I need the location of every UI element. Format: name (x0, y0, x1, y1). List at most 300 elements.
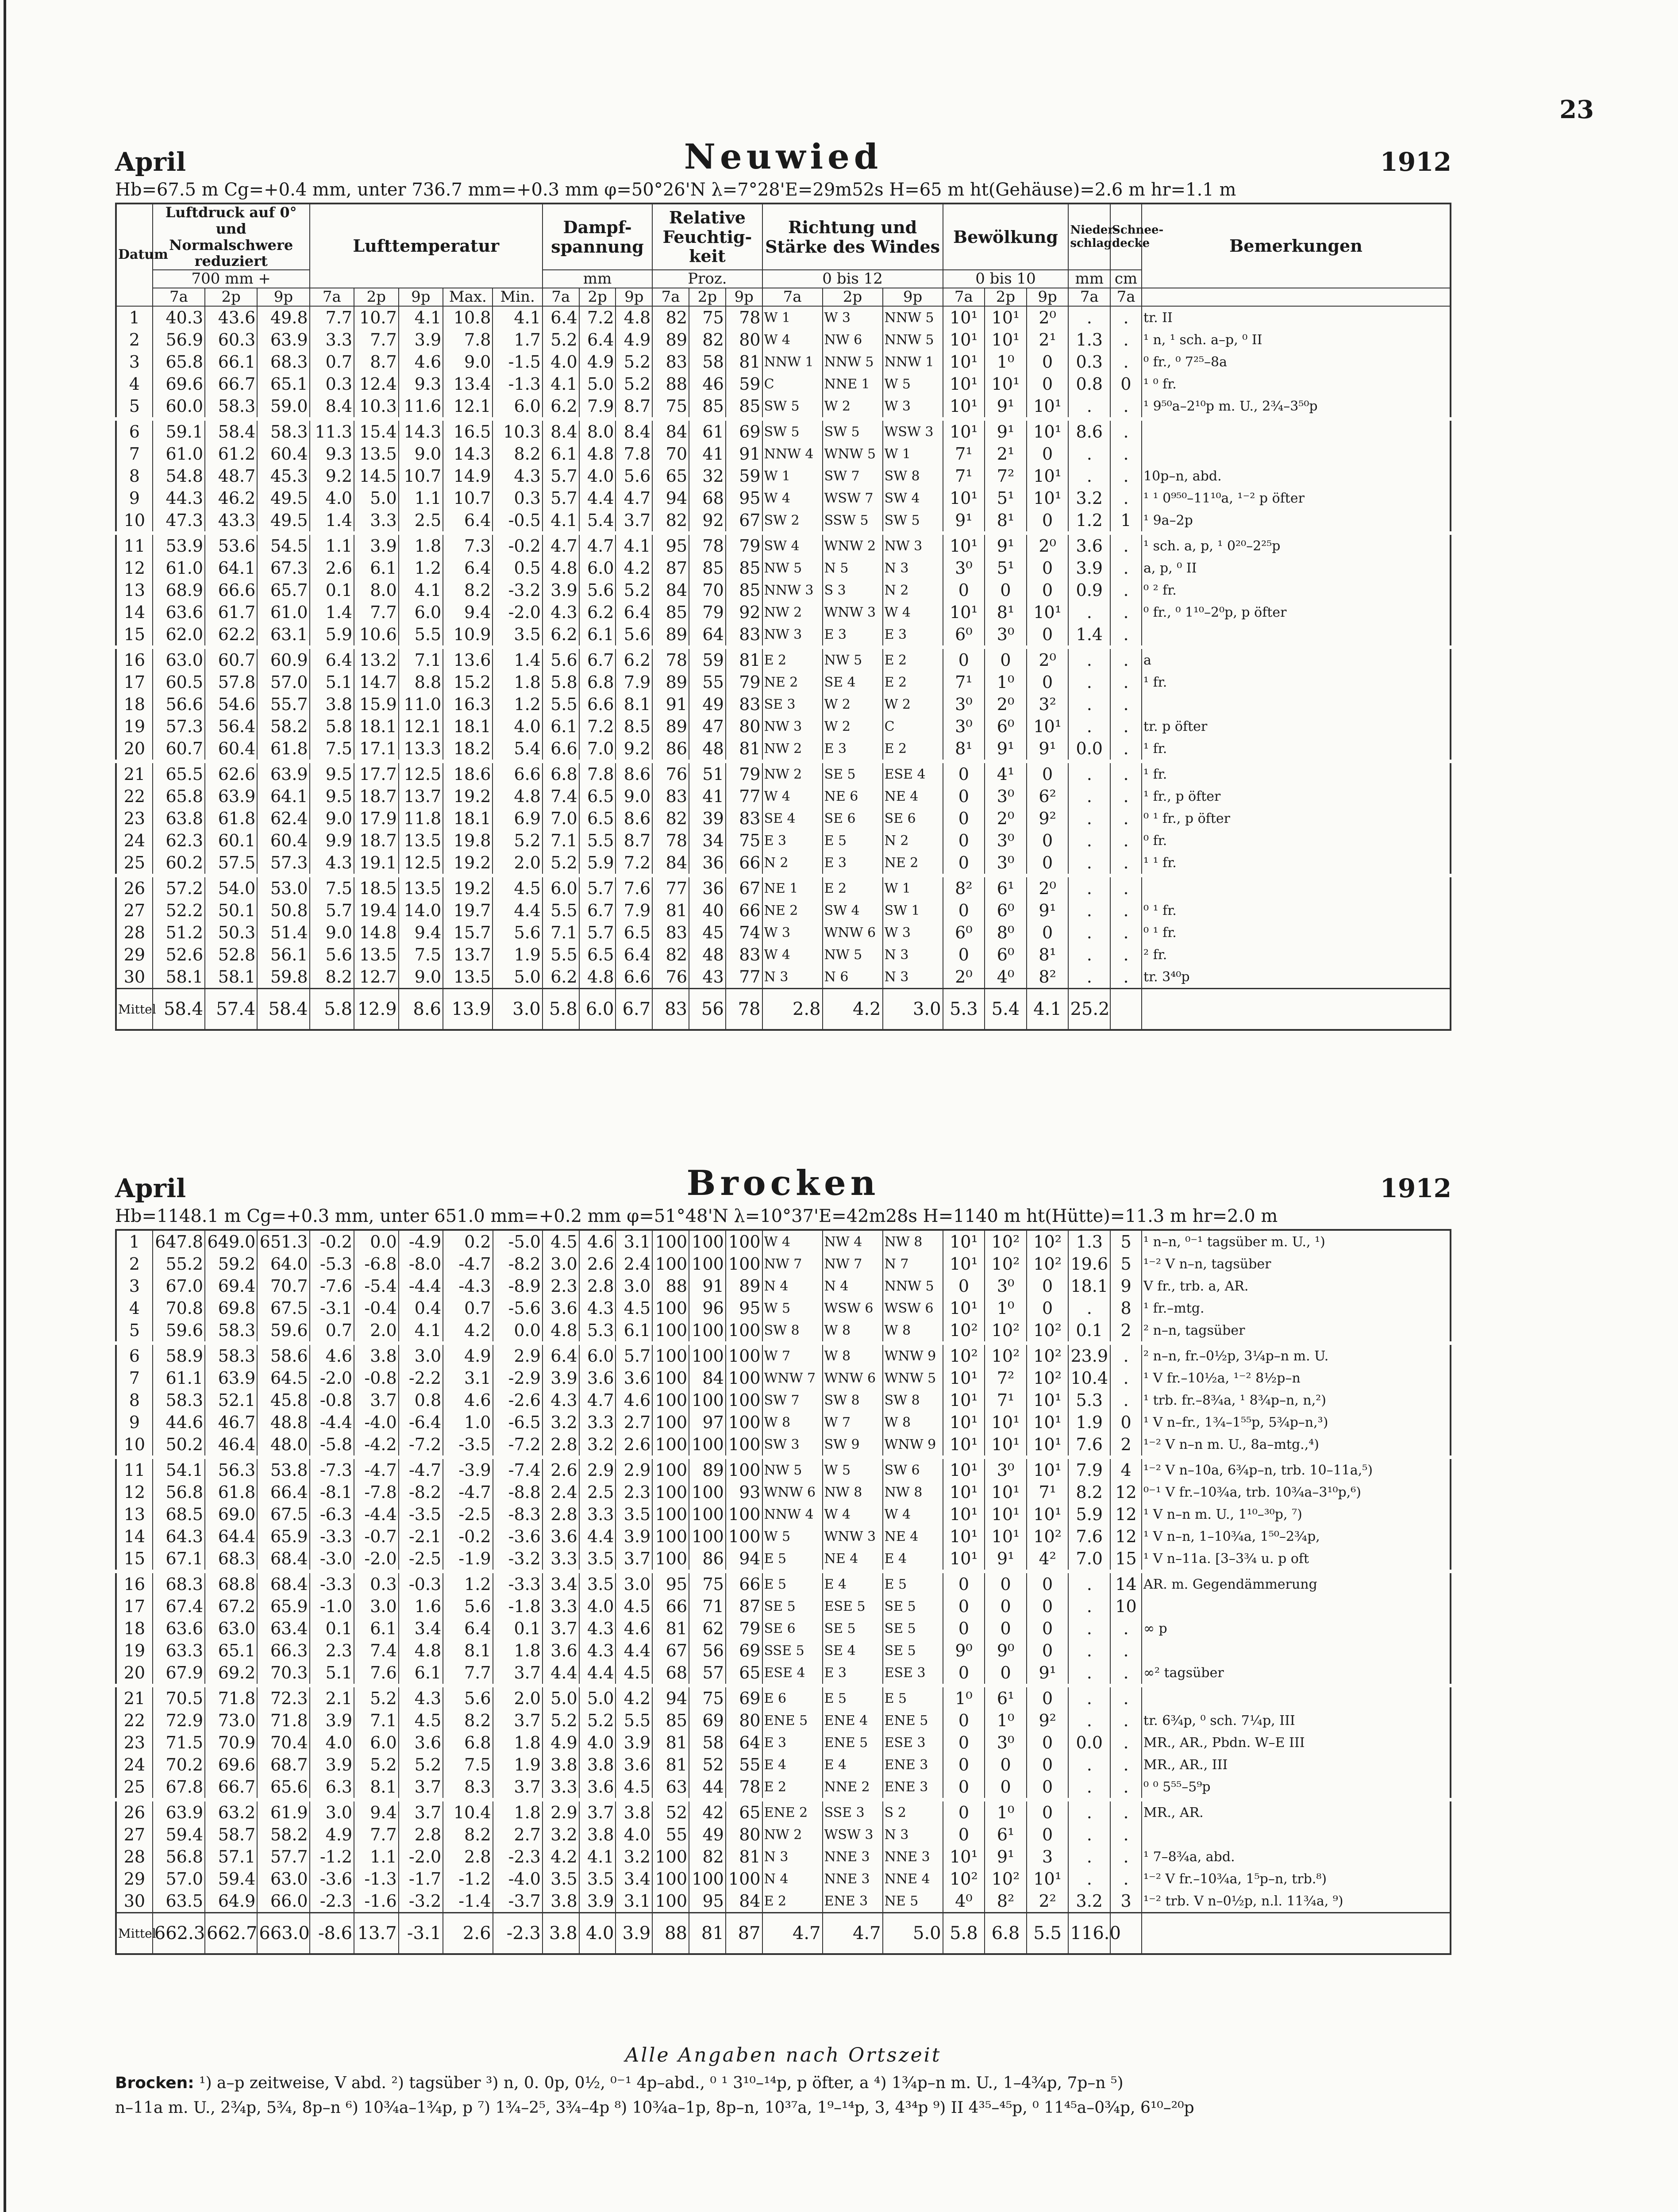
day-cell: 1 (116, 1230, 153, 1253)
value-cell: 4¹ (985, 761, 1027, 785)
value-cell: 6¹ (985, 1686, 1027, 1709)
table-row (116, 1389, 1451, 1411)
value-cell: WNW 9 (883, 1343, 943, 1367)
value-cell: 8.7 (354, 351, 399, 373)
value-cell: 5.1 (310, 671, 354, 693)
value-cell: W 2 (823, 693, 883, 715)
value-cell: 100 (726, 1367, 762, 1389)
value-cell: 50.8 (257, 899, 309, 922)
remark-cell: ¹⁻² V n–n m. U., 8a–mtg.,⁴) (1142, 1433, 1451, 1457)
value-cell: 8.1 (616, 693, 652, 715)
remark-cell: ⁰ ¹ fr. (1142, 922, 1451, 944)
value-cell: 0 (1027, 1800, 1069, 1824)
value-cell: 100 (726, 1868, 762, 1890)
value-cell: 0.1 (493, 1617, 543, 1640)
value-cell: W 5 (823, 1457, 883, 1481)
value-cell: 16.3 (443, 693, 493, 715)
value-cell: 60.4 (205, 737, 257, 761)
value-cell: 0.0 (354, 1230, 399, 1253)
value-cell: . (1068, 693, 1110, 715)
value-cell: 81 (652, 1732, 689, 1754)
value-cell: . (1110, 465, 1142, 487)
value-cell: -8.9 (493, 1275, 543, 1297)
table-row (116, 1709, 1451, 1732)
value-cell: 18.1 (443, 807, 493, 830)
value-cell: 2.0 (493, 1686, 543, 1709)
value-cell: . (1110, 1754, 1142, 1776)
col-datum: Datum (116, 204, 153, 306)
value-cell: 45 (689, 922, 726, 944)
value-cell: 4.3 (493, 465, 542, 487)
value-cell: NE 1 (762, 876, 823, 899)
value-cell: 2.6 (310, 557, 354, 579)
value-cell: . (1068, 1754, 1110, 1776)
value-cell: ENE 3 (883, 1776, 943, 1800)
value-cell: 100 (652, 1846, 689, 1868)
value-cell: 78 (689, 533, 726, 557)
value-cell: 6.2 (543, 966, 579, 989)
value-cell: 0 (943, 807, 985, 830)
value-cell: 6.1 (399, 1662, 443, 1686)
value-cell: . (1110, 1389, 1142, 1411)
value-cell: 61.2 (205, 443, 257, 465)
value-cell: 3⁰ (985, 1275, 1027, 1297)
value-cell: 9.4 (354, 1800, 399, 1824)
value-cell: 1.2 (493, 693, 542, 715)
value-cell: 2² (1027, 1890, 1069, 1913)
value-cell: 0 (985, 1617, 1027, 1640)
value-cell: 13.5 (354, 944, 399, 966)
value-cell: 2.9 (493, 1343, 543, 1367)
value-cell: -8.2 (399, 1481, 443, 1503)
value-cell: 55 (726, 1754, 762, 1776)
value-cell: W 5 (762, 1297, 823, 1319)
value-cell: -0.2 (443, 1525, 493, 1548)
value-cell: 5.7 (616, 1343, 652, 1367)
day-cell: 9 (116, 1411, 153, 1433)
value-cell: 96 (689, 1297, 726, 1319)
value-cell: 3.3 (579, 1411, 616, 1433)
value-cell: 49.8 (257, 306, 309, 329)
value-cell: 7.9 (616, 671, 652, 693)
station-name: Neuwied (684, 137, 883, 177)
remark-cell: 10p–n, abd. (1142, 465, 1451, 487)
value-cell: 10² (985, 1868, 1027, 1890)
value-cell: 67.3 (257, 557, 309, 579)
value-cell: 4.5 (616, 1595, 652, 1617)
value-cell: 3.8 (543, 1754, 579, 1776)
value-cell: 1⁰ (985, 1709, 1027, 1732)
value-cell: 10¹ (943, 395, 985, 419)
value-cell: 100 (652, 1343, 689, 1367)
value-cell: ESE 3 (883, 1732, 943, 1754)
value-cell: 63.9 (257, 761, 309, 785)
value-cell: 41 (689, 443, 726, 465)
value-cell: . (1068, 465, 1110, 487)
value-cell: 57.1 (205, 1846, 257, 1868)
value-cell: 69.6 (153, 373, 205, 395)
value-cell: N 4 (762, 1275, 823, 1297)
value-cell: N 2 (883, 579, 943, 601)
value-cell: 5.0 (493, 966, 542, 989)
value-cell: 3.1 (616, 1230, 652, 1253)
table-row (116, 487, 1451, 509)
value-cell: 68.4 (257, 1548, 309, 1571)
remark-cell: ¹ fr. (1142, 671, 1451, 693)
value-cell: 2 (1110, 1433, 1142, 1457)
value-cell: 19.2 (443, 852, 493, 876)
value-cell: . (1068, 944, 1110, 966)
value-cell: 10.3 (354, 395, 399, 419)
col-niederschlag: Nieder-schlag (1068, 204, 1110, 270)
value-cell: 6.5 (616, 922, 652, 944)
day-cell: 22 (116, 785, 153, 807)
value-cell: 0 (1027, 509, 1069, 533)
value-cell: 5.4 (493, 737, 542, 761)
value-cell: 10¹ (943, 306, 985, 329)
value-cell: SW 8 (762, 1319, 823, 1343)
value-cell: 0 (1027, 1754, 1069, 1776)
value-cell: 0 (1027, 1617, 1069, 1640)
table-row (116, 1868, 1451, 1890)
value-cell: 15.9 (354, 693, 399, 715)
mean-value: 5.3 (943, 989, 985, 1030)
value-cell: 7.9 (616, 899, 652, 922)
value-cell: 82 (652, 306, 689, 329)
mean-value: 5.8 (943, 1913, 985, 1955)
value-cell: 2.9 (579, 1457, 616, 1481)
value-cell: 1.1 (354, 1846, 399, 1868)
value-cell: 56 (689, 1640, 726, 1662)
value-cell: 84 (652, 852, 689, 876)
value-cell: WNW 3 (823, 1525, 883, 1548)
value-cell: 7.7 (354, 329, 399, 351)
value-cell: 0 (943, 830, 985, 852)
value-cell: 10¹ (1027, 1457, 1069, 1481)
value-cell: W 1 (762, 306, 823, 329)
value-cell: 61.8 (257, 737, 309, 761)
value-cell: 82 (652, 944, 689, 966)
value-cell: 10² (985, 1319, 1027, 1343)
value-cell: -3.6 (493, 1525, 543, 1548)
value-cell: 0 (943, 1800, 985, 1824)
value-cell: 63.2 (205, 1800, 257, 1824)
value-cell: -2.2 (399, 1367, 443, 1389)
value-cell: 3.5 (579, 1868, 616, 1890)
value-cell: W 4 (883, 1503, 943, 1525)
mean-value: 662.3 (153, 1913, 205, 1955)
value-cell: 1.9 (493, 1754, 543, 1776)
remark-cell: ¹ V n–11a. [3–3¾ u. p oft (1142, 1548, 1451, 1571)
h-t7: 7a (310, 288, 354, 306)
value-cell: 56.8 (153, 1846, 205, 1868)
value-cell: 4.8 (399, 1640, 443, 1662)
value-cell: 92 (689, 509, 726, 533)
value-cell: SE 4 (823, 671, 883, 693)
value-cell: 57.3 (257, 852, 309, 876)
value-cell: 2.5 (399, 509, 443, 533)
value-cell: NW 5 (823, 647, 883, 671)
value-cell: 48.7 (205, 465, 257, 487)
mean-value: 2.6 (443, 1913, 493, 1955)
value-cell: 1.6 (399, 1595, 443, 1617)
value-cell: 1⁰ (985, 1297, 1027, 1319)
value-cell: 9.0 (399, 443, 443, 465)
value-cell: 5.9 (579, 852, 616, 876)
value-cell: 62.3 (153, 830, 205, 852)
value-cell: 11.8 (399, 807, 443, 830)
value-cell: 6.3 (310, 1776, 354, 1800)
value-cell: 3.7 (543, 1617, 579, 1640)
value-cell: 0.1 (310, 579, 354, 601)
value-cell: 48.0 (257, 1433, 309, 1457)
value-cell: 100 (689, 1253, 726, 1275)
value-cell: 3.8 (579, 1824, 616, 1846)
value-cell: 80 (726, 329, 762, 351)
value-cell: 56.8 (153, 1481, 205, 1503)
value-cell: 69 (726, 1640, 762, 1662)
value-cell: 7¹ (943, 443, 985, 465)
value-cell: 61.9 (257, 1800, 309, 1824)
value-cell: 62 (689, 1617, 726, 1640)
value-cell: W 4 (762, 944, 823, 966)
value-cell: 7.4 (354, 1640, 399, 1662)
value-cell: -8.0 (399, 1253, 443, 1275)
value-cell: 52.2 (153, 899, 205, 922)
value-cell: . (1110, 1367, 1142, 1389)
value-cell: 0.7 (443, 1297, 493, 1319)
remark-cell: ¹ fr. (1142, 761, 1451, 785)
value-cell: 7.1 (543, 922, 579, 944)
value-cell: 0 (1027, 623, 1069, 647)
value-cell: 7.0 (543, 807, 579, 830)
value-cell: . (1068, 807, 1110, 830)
value-cell: 63.6 (153, 601, 205, 623)
value-cell: 5.0 (579, 373, 616, 395)
value-cell: 3.2 (1068, 487, 1110, 509)
value-cell: 10¹ (1027, 1433, 1069, 1457)
value-cell: 12.5 (399, 852, 443, 876)
value-cell: 67 (726, 876, 762, 899)
value-cell: SSE 5 (762, 1640, 823, 1662)
table-row (116, 1732, 1451, 1754)
value-cell: 4.2 (443, 1319, 493, 1343)
value-cell: . (1068, 1800, 1110, 1824)
value-cell: E 3 (883, 623, 943, 647)
value-cell: . (1110, 1868, 1142, 1890)
value-cell: 2.7 (616, 1411, 652, 1433)
value-cell: -1.4 (443, 1890, 493, 1913)
value-cell: 58.2 (257, 715, 309, 737)
value-cell: 43.6 (205, 306, 257, 329)
h-f2: 2p (689, 288, 726, 306)
value-cell: 5.5 (616, 1709, 652, 1732)
value-cell: 15.2 (443, 671, 493, 693)
value-cell: 5.5 (579, 830, 616, 852)
value-cell: 58.6 (257, 1343, 309, 1367)
value-cell: 7.8 (443, 329, 493, 351)
value-cell: 100 (726, 1389, 762, 1411)
value-cell: 9⁰ (985, 1640, 1027, 1662)
remark-cell: ⁰ fr., ⁰ 1¹⁰–2⁰p, p öfter (1142, 601, 1451, 623)
value-cell: . (1110, 761, 1142, 785)
day-cell: 19 (116, 1640, 153, 1662)
value-cell: -2.5 (443, 1503, 493, 1525)
value-cell: 100 (652, 1230, 689, 1253)
value-cell: 1.4 (493, 647, 542, 671)
value-cell: NE 5 (883, 1890, 943, 1913)
value-cell: 77 (726, 785, 762, 807)
value-cell: 5.9 (310, 623, 354, 647)
value-cell: 9.9 (310, 830, 354, 852)
mean-value: 3.0 (493, 989, 542, 1030)
value-cell: 93 (726, 1481, 762, 1503)
value-cell: . (1068, 1846, 1110, 1868)
value-cell: -3.5 (443, 1433, 493, 1457)
value-cell: 0 (1027, 852, 1069, 876)
value-cell: -0.8 (310, 1389, 354, 1411)
value-cell: 0 (943, 647, 985, 671)
value-cell: 13.7 (399, 785, 443, 807)
value-cell: 0 (1027, 671, 1069, 693)
value-cell: 3.2 (1068, 1890, 1110, 1913)
value-cell: 88 (652, 1275, 689, 1297)
value-cell: 46 (689, 373, 726, 395)
value-cell: 2.8 (543, 1503, 579, 1525)
value-cell: -1.9 (443, 1548, 493, 1571)
value-cell: 46.7 (205, 1411, 257, 1433)
value-cell: -8.2 (493, 1253, 543, 1275)
value-cell: 6.8 (443, 1732, 493, 1754)
mean-value: 13.9 (443, 989, 493, 1030)
value-cell: 13.4 (443, 373, 493, 395)
value-cell: 0 (1027, 1776, 1069, 1800)
value-cell: W 4 (762, 487, 823, 509)
day-cell: 3 (116, 351, 153, 373)
value-cell: 19.6 (1068, 1253, 1110, 1275)
station-brocken (115, 1164, 1451, 1955)
table-row (116, 351, 1451, 373)
value-cell: SE 5 (883, 1617, 943, 1640)
value-cell: 64.1 (205, 557, 257, 579)
value-cell: 7¹ (943, 465, 985, 487)
station-constants: Hb=67.5 m Cg=+0.4 mm, unter 736.7 mm=+0.3 mm φ=50°26'N λ=7°28'E=29m52s H=65 m ht(Gehäuse)=2.6 m hr=1.1 m (115, 180, 1236, 200)
value-cell: ESE 4 (883, 761, 943, 785)
value-cell: 63.9 (153, 1800, 205, 1824)
h-s7: 7a (1110, 288, 1142, 306)
value-cell: 8¹ (985, 601, 1027, 623)
value-cell: 5.2 (616, 373, 652, 395)
value-cell: 17.1 (354, 737, 399, 761)
value-cell: 10¹ (943, 1457, 985, 1481)
value-cell: 6.9 (493, 807, 542, 830)
value-cell: 10¹ (985, 1481, 1027, 1503)
value-cell: . (1110, 1709, 1142, 1732)
value-cell: 100 (652, 1868, 689, 1890)
value-cell: 2.8 (579, 1275, 616, 1297)
value-cell: 8.2 (443, 579, 493, 601)
day-cell: 12 (116, 557, 153, 579)
table-row (116, 899, 1451, 922)
value-cell: 59 (726, 465, 762, 487)
remark-cell (1142, 419, 1451, 443)
value-cell: 3.5 (543, 1868, 579, 1890)
value-cell: 69.8 (205, 1297, 257, 1319)
value-cell: 59.1 (153, 419, 205, 443)
value-cell: 57.8 (205, 671, 257, 693)
value-cell: NE 4 (823, 1548, 883, 1571)
value-cell: 3⁰ (985, 785, 1027, 807)
value-cell: SW 4 (762, 533, 823, 557)
value-cell: 10¹ (943, 351, 985, 373)
value-cell: 18.1 (354, 715, 399, 737)
value-cell: 70.3 (257, 1662, 309, 1686)
value-cell: NW 5 (762, 557, 823, 579)
value-cell: 15 (1110, 1548, 1142, 1571)
value-cell: E 2 (762, 1776, 823, 1800)
value-cell: 61.8 (205, 807, 257, 830)
value-cell: 3⁰ (985, 1457, 1027, 1481)
value-cell: 86 (689, 1548, 726, 1571)
table-row (116, 785, 1451, 807)
table-row (116, 373, 1451, 395)
value-cell: 0.4 (399, 1297, 443, 1319)
value-cell: 63.9 (205, 785, 257, 807)
value-cell: 9¹ (1027, 1662, 1069, 1686)
remark-cell: ¹ fr.–mtg. (1142, 1297, 1451, 1319)
value-cell: 51.2 (153, 922, 205, 944)
value-cell: 3.7 (493, 1662, 543, 1686)
value-cell: 0 (943, 1617, 985, 1640)
value-cell: 0 (1027, 443, 1069, 465)
value-cell: 9¹ (943, 509, 985, 533)
value-cell: 0.0 (1068, 737, 1110, 761)
value-cell: 3.7 (354, 1389, 399, 1411)
value-cell: 6.8 (579, 671, 616, 693)
value-cell: 9² (1027, 807, 1069, 830)
value-cell: 1.2 (399, 557, 443, 579)
value-cell: 1.8 (493, 1640, 543, 1662)
value-cell: 100 (652, 1481, 689, 1503)
value-cell: 6.5 (579, 807, 616, 830)
value-cell: 10¹ (943, 329, 985, 351)
value-cell: 3.2 (543, 1824, 579, 1846)
value-cell: NW 3 (883, 533, 943, 557)
value-cell: 59.8 (257, 966, 309, 989)
mean-value: 6.8 (985, 1913, 1027, 1955)
table-row (116, 557, 1451, 579)
value-cell: 7.7 (354, 601, 399, 623)
mean-value: 5.4 (985, 989, 1027, 1030)
value-cell: 3⁰ (985, 1732, 1027, 1754)
value-cell: 0 (943, 1571, 985, 1595)
value-cell: 0 (985, 1776, 1027, 1800)
value-cell: 4.9 (616, 329, 652, 351)
value-cell: SW 8 (883, 1389, 943, 1411)
value-cell: . (1110, 922, 1142, 944)
value-cell: 63.6 (153, 1617, 205, 1640)
value-cell: NW 8 (883, 1230, 943, 1253)
value-cell: -8.8 (493, 1481, 543, 1503)
value-cell: NW 5 (762, 1457, 823, 1481)
value-cell: 4⁰ (943, 1890, 985, 1913)
value-cell: 2.3 (616, 1481, 652, 1503)
value-cell: 60.4 (257, 830, 309, 852)
value-cell: 51.4 (257, 922, 309, 944)
value-cell: 67.4 (153, 1595, 205, 1617)
value-cell: 54.5 (257, 533, 309, 557)
value-cell: 15.4 (354, 419, 399, 443)
